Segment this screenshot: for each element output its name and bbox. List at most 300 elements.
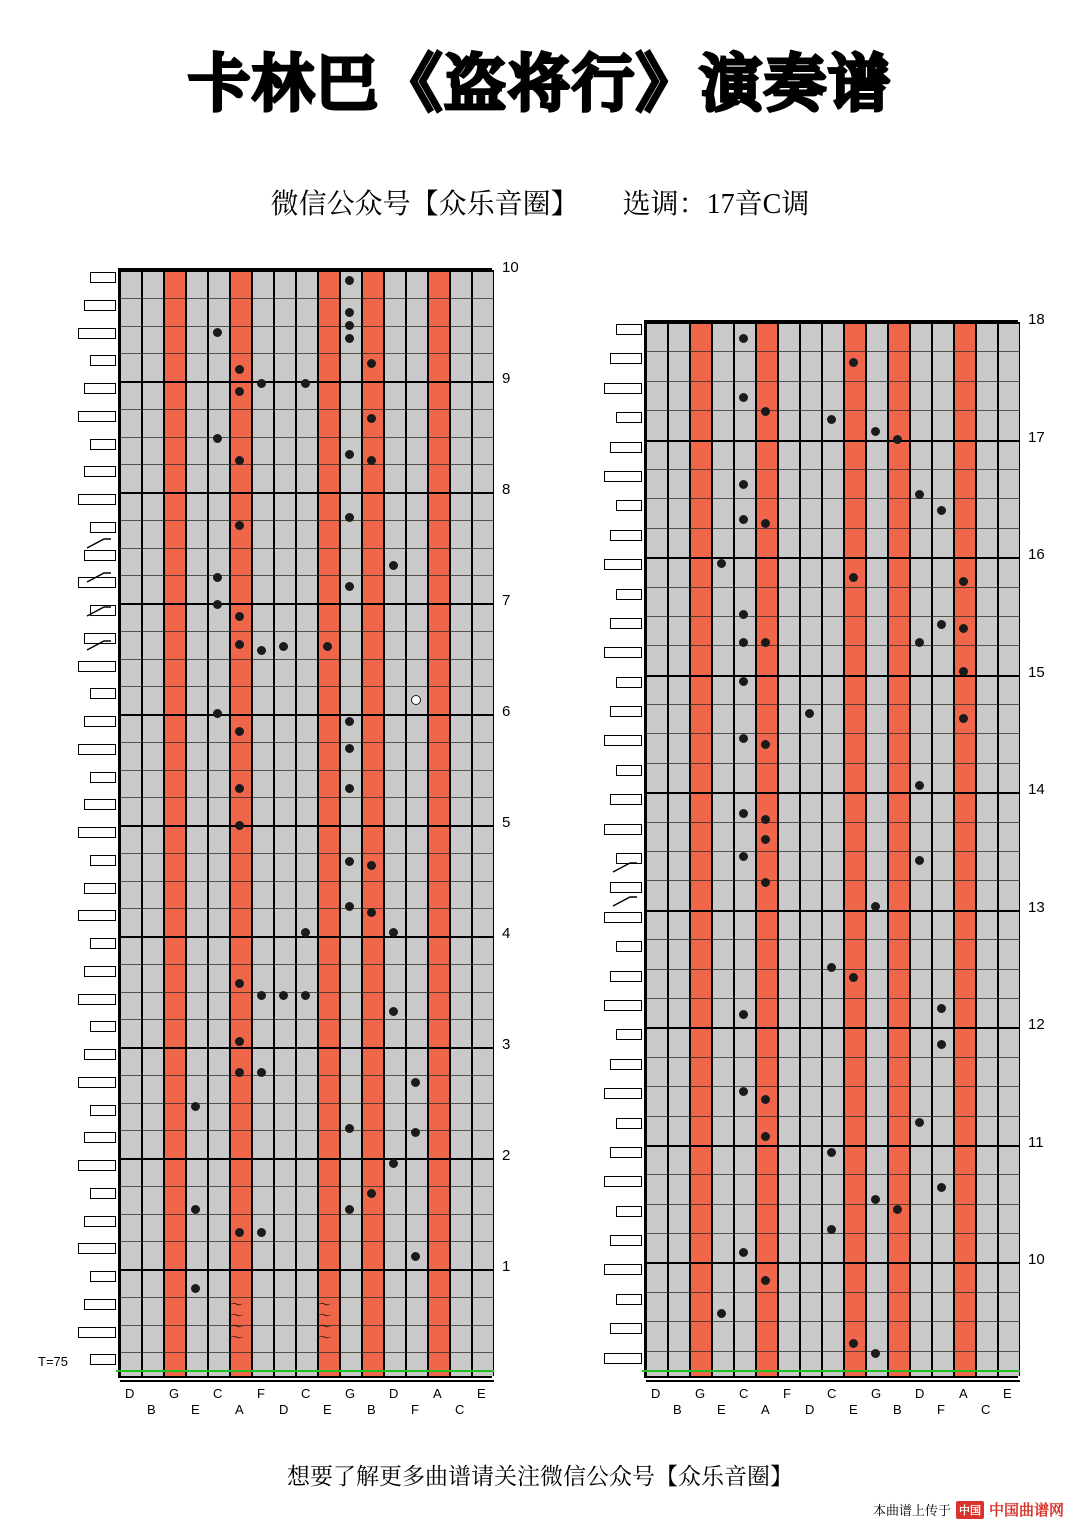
note-dot <box>739 393 748 402</box>
bar-line <box>120 603 494 605</box>
beat-line <box>120 964 494 965</box>
note-dot <box>739 610 748 619</box>
note-dot <box>235 521 244 530</box>
tine-bar <box>610 1235 642 1246</box>
tine-bar <box>604 1000 642 1011</box>
tine-bar <box>78 1160 116 1171</box>
bar-number: 10 <box>1028 1251 1045 1269</box>
note-dot <box>739 809 748 818</box>
key-label: C <box>981 1402 991 1417</box>
tine-bar <box>78 411 116 422</box>
tine-bar <box>84 966 116 977</box>
key-label: B <box>147 1402 156 1417</box>
note-dot <box>761 835 770 844</box>
tab-grid <box>644 320 1018 1378</box>
key-label: A <box>235 1402 244 1417</box>
key-label: D <box>651 1386 661 1401</box>
beat-line <box>646 587 1020 588</box>
note-dot <box>739 1248 748 1257</box>
bar-number: 17 <box>1028 428 1045 446</box>
bar-number: 18 <box>1028 311 1045 328</box>
bar-number: 14 <box>1028 781 1045 799</box>
tine-bar <box>610 618 642 629</box>
beat-line <box>120 797 494 798</box>
note-dot <box>739 480 748 489</box>
beat-line <box>120 686 494 687</box>
note-dot <box>959 667 968 676</box>
tine-bar <box>604 471 642 482</box>
note-dot <box>279 991 288 1000</box>
note-dot <box>323 642 332 651</box>
tempo-marking: T=75 <box>38 1354 68 1369</box>
note-dot <box>345 321 354 330</box>
beat-line <box>120 908 494 909</box>
tine-bar <box>604 912 642 923</box>
note-dot <box>235 821 244 830</box>
tab-column <box>932 322 954 1376</box>
bar-line <box>120 1380 494 1382</box>
tab-column <box>362 270 384 1376</box>
tine-bar <box>604 1176 642 1187</box>
tab-column <box>954 322 976 1376</box>
note-dot <box>849 358 858 367</box>
note-dot <box>761 1132 770 1141</box>
tab-column <box>844 322 866 1376</box>
beat-line <box>646 733 1020 734</box>
tine-bar <box>604 559 642 570</box>
note-dot <box>257 991 266 1000</box>
note-dot <box>345 902 354 911</box>
beat-line <box>646 498 1020 499</box>
tab-column <box>888 322 910 1376</box>
beat-line <box>646 880 1020 881</box>
tine-bar <box>616 1029 642 1040</box>
tine-bar <box>84 1132 116 1143</box>
gliss-mark <box>612 894 638 906</box>
bar-number: 10 <box>502 259 519 276</box>
key-label: C <box>739 1386 749 1401</box>
key-label: F <box>937 1402 945 1417</box>
tine-bar <box>84 799 116 810</box>
note-dot <box>849 573 858 582</box>
beat-line <box>646 351 1020 352</box>
tine-bar <box>90 688 116 699</box>
note-dot <box>739 852 748 861</box>
note-dot <box>871 902 880 911</box>
note-dot <box>761 1095 770 1104</box>
note-dot <box>257 379 266 388</box>
wechat-label: 微信公众号【众乐音圈】 <box>270 189 579 220</box>
beat-line <box>120 353 494 354</box>
tab-column <box>252 270 274 1376</box>
note-dot <box>345 308 354 317</box>
tine-bar <box>616 1294 642 1305</box>
tine-bar <box>78 1077 116 1088</box>
bar-number: 3 <box>502 1036 511 1053</box>
tine-bar <box>78 1327 116 1338</box>
note-dot <box>257 646 266 655</box>
tine-bar <box>84 1299 116 1310</box>
note-dot <box>301 379 310 388</box>
note-dot <box>257 1068 266 1077</box>
page-title: 卡林巴《盗将行》演奏谱 <box>187 47 892 120</box>
tine-bar <box>604 1353 642 1364</box>
note-dot <box>235 1068 244 1077</box>
beat-line <box>646 1321 1020 1322</box>
note-dot <box>235 612 244 621</box>
beat-line <box>646 1086 1020 1087</box>
note-dot <box>345 1205 354 1214</box>
tab-column <box>690 322 712 1376</box>
bar-line <box>120 714 494 716</box>
key-label: E <box>323 1402 332 1417</box>
bar-number: 2 <box>502 1147 511 1164</box>
tab-column <box>450 270 472 1376</box>
beat-line <box>120 437 494 438</box>
note-dot <box>761 815 770 824</box>
note-dot <box>213 434 222 443</box>
note-dot <box>389 1007 398 1016</box>
tine-bar <box>90 522 116 533</box>
tab-column <box>296 270 318 1376</box>
tine-bar <box>610 1147 642 1158</box>
note-dot <box>411 695 421 705</box>
key-label: F <box>783 1386 791 1401</box>
note-dot <box>213 709 222 718</box>
note-dot <box>191 1284 200 1293</box>
note-dot <box>213 600 222 609</box>
key-label: E <box>1003 1386 1012 1401</box>
beat-line <box>120 1186 494 1187</box>
note-dot <box>389 1159 398 1168</box>
tine-bar <box>78 661 116 672</box>
bar-line <box>646 1380 1020 1382</box>
note-dot <box>345 276 354 285</box>
bar-line <box>120 825 494 827</box>
note-dot <box>871 1349 880 1358</box>
note-dot <box>345 744 354 753</box>
note-dot <box>893 435 902 444</box>
beat-line <box>120 1075 494 1076</box>
beat-line <box>120 298 494 299</box>
note-dot <box>191 1102 200 1111</box>
tine-bar <box>610 706 642 717</box>
beat-line <box>120 1130 494 1131</box>
key-label: D <box>279 1402 289 1417</box>
tab-column <box>910 322 932 1376</box>
note-dot <box>411 1252 420 1261</box>
tine-bar <box>84 883 116 894</box>
beat-line <box>120 520 494 521</box>
note-dot <box>739 734 748 743</box>
beat-line <box>120 1103 494 1104</box>
note-dot <box>367 414 376 423</box>
note-dot <box>761 407 770 416</box>
beat-line <box>646 1174 1020 1175</box>
gliss-mark <box>86 604 112 616</box>
tine-bar <box>90 1021 116 1032</box>
credit-text: 本曲谱上传于 <box>872 1503 951 1518</box>
note-dot <box>915 781 924 790</box>
beat-line <box>120 1214 494 1215</box>
note-dot <box>213 328 222 337</box>
bar-line <box>646 910 1020 912</box>
key-label: G <box>169 1386 180 1401</box>
key-label: G <box>695 1386 706 1401</box>
bar-line <box>646 1145 1020 1147</box>
note-dot <box>367 1189 376 1198</box>
tine-bar <box>610 530 642 541</box>
note-dot <box>761 519 770 528</box>
tine-bar <box>90 272 116 283</box>
note-dot <box>235 979 244 988</box>
note-dot <box>345 450 354 459</box>
bottom-green-line <box>116 1370 494 1372</box>
tine-bar <box>90 1188 116 1199</box>
beat-line <box>120 409 494 410</box>
tine-bar <box>90 1271 116 1282</box>
key-label: D <box>915 1386 925 1401</box>
key-label: F <box>411 1402 419 1417</box>
note-dot <box>739 638 748 647</box>
tine-bar <box>616 412 642 423</box>
note-dot <box>739 334 748 343</box>
note-dot <box>739 677 748 686</box>
note-dot <box>235 456 244 465</box>
note-dot <box>717 559 726 568</box>
tine-bar <box>604 647 642 658</box>
tine-bar <box>78 910 116 921</box>
note-dot <box>871 1195 880 1204</box>
note-dot <box>345 513 354 522</box>
note-dot <box>805 709 814 718</box>
beat-line <box>120 548 494 549</box>
bar-number: 5 <box>502 814 511 831</box>
note-dot <box>235 727 244 736</box>
note-dot <box>191 1205 200 1214</box>
key-label: C <box>213 1386 223 1401</box>
tine-bar <box>610 442 642 453</box>
tab-column <box>406 270 428 1376</box>
note-dot <box>739 1010 748 1019</box>
note-dot <box>915 638 924 647</box>
key-label: A <box>433 1386 442 1401</box>
key-label: F <box>257 1386 265 1401</box>
note-dot <box>389 928 398 937</box>
bar-line <box>120 1158 494 1160</box>
beat-line <box>646 1116 1020 1117</box>
note-dot <box>871 427 880 436</box>
bar-number: 9 <box>502 370 511 387</box>
tine-bar <box>84 1049 116 1060</box>
note-dot <box>937 1004 946 1013</box>
note-dot <box>827 1148 836 1157</box>
note-dot <box>235 365 244 374</box>
gliss-mark <box>612 860 638 872</box>
tine-bar <box>604 735 642 746</box>
note-dot <box>257 1228 266 1237</box>
tine-bar <box>90 772 116 783</box>
beat-line <box>120 770 494 771</box>
gliss-mark <box>86 536 112 548</box>
tab-column <box>976 322 998 1376</box>
beat-line <box>646 528 1020 529</box>
tine-bar <box>90 439 116 450</box>
tine-bar <box>84 1216 116 1227</box>
tine-bar <box>604 383 642 394</box>
tine-bar <box>616 324 642 335</box>
tab-column <box>384 270 406 1376</box>
tine-bar <box>616 1118 642 1129</box>
note-dot <box>739 515 748 524</box>
note-dot <box>915 490 924 499</box>
note-dot <box>235 640 244 649</box>
bar-line <box>120 1269 494 1271</box>
beat-line <box>646 998 1020 999</box>
tab-column <box>318 270 340 1376</box>
tine-bar <box>84 383 116 394</box>
beat-line <box>120 1352 494 1353</box>
bar-number: 15 <box>1028 663 1045 681</box>
key-label: C <box>301 1386 311 1401</box>
note-dot <box>761 1276 770 1285</box>
tab-column <box>274 270 296 1376</box>
note-dot <box>345 717 354 726</box>
beat-line <box>120 1325 494 1326</box>
note-dot <box>915 856 924 865</box>
beat-line <box>646 763 1020 764</box>
bar-number: 7 <box>502 592 511 609</box>
beat-line <box>120 742 494 743</box>
tab-column <box>712 322 734 1376</box>
tab-column <box>164 270 186 1376</box>
note-dot <box>959 714 968 723</box>
key-label: E <box>717 1402 726 1417</box>
beat-line <box>646 381 1020 382</box>
tine-bar <box>84 300 116 311</box>
tine-bar <box>604 1264 642 1275</box>
tine-bar <box>78 328 116 339</box>
bar-line <box>120 492 494 494</box>
bar-line <box>646 1262 1020 1264</box>
bar-number: 12 <box>1028 1016 1045 1034</box>
credit-site: 中国曲谱网 <box>988 1502 1064 1519</box>
tine-bar <box>84 550 116 561</box>
note-dot <box>389 561 398 570</box>
beat-line <box>120 326 494 327</box>
bottom-green-line <box>642 1370 1020 1372</box>
note-dot <box>937 1040 946 1049</box>
bar-number: 1 <box>502 1258 511 1275</box>
beat-line <box>120 1241 494 1242</box>
tine-bar <box>616 765 642 776</box>
note-dot <box>761 740 770 749</box>
bar-number: 16 <box>1028 546 1045 564</box>
beat-line <box>120 464 494 465</box>
gliss-mark <box>86 638 112 650</box>
tine-bar <box>610 794 642 805</box>
note-dot <box>235 387 244 396</box>
beat-line <box>120 881 494 882</box>
beat-line <box>120 659 494 660</box>
note-dot <box>345 334 354 343</box>
beat-line <box>646 822 1020 823</box>
tab-column <box>998 322 1020 1376</box>
tine-bar <box>610 882 642 893</box>
note-dot <box>345 582 354 591</box>
beat-line <box>120 1297 494 1298</box>
tine-bar <box>616 589 642 600</box>
bar-line <box>646 1027 1020 1029</box>
tine-bar <box>90 1354 116 1365</box>
key-label: A <box>959 1386 968 1401</box>
tab-column <box>142 270 164 1376</box>
note-dot <box>279 642 288 651</box>
beat-line <box>646 1057 1020 1058</box>
trill-mark: 〜 〜 〜 〜 <box>230 1298 243 1346</box>
note-dot <box>893 1205 902 1214</box>
tine-bar <box>84 716 116 727</box>
credit <box>873 1499 1064 1520</box>
tine-bar <box>90 1105 116 1116</box>
key-label: D <box>125 1386 135 1401</box>
key-label: C <box>827 1386 837 1401</box>
key-label: D <box>805 1402 815 1417</box>
tab-column <box>800 322 822 1376</box>
tine-bar <box>78 744 116 755</box>
beat-line <box>646 704 1020 705</box>
gliss-mark <box>86 570 112 582</box>
bar-line <box>646 557 1020 559</box>
tine-bar <box>84 466 116 477</box>
key-label: G <box>345 1386 356 1401</box>
footer-note: 想要了解更多曲谱请关注微信公众号【众乐音圈】 <box>287 1464 793 1489</box>
note-dot <box>937 1183 946 1192</box>
note-dot <box>937 620 946 629</box>
note-dot <box>345 857 354 866</box>
beat-line <box>120 853 494 854</box>
tine-bar <box>616 500 642 511</box>
tab-board-right <box>598 311 1045 1417</box>
note-dot <box>411 1128 420 1137</box>
bar-line <box>646 440 1020 442</box>
beat-line <box>120 575 494 576</box>
key-label: D <box>389 1386 399 1401</box>
bar-number: 6 <box>502 703 511 720</box>
note-dot <box>345 1124 354 1133</box>
bar-line <box>120 270 494 272</box>
bar-number: 4 <box>502 925 511 942</box>
beat-line <box>646 469 1020 470</box>
tab-grid <box>118 268 492 1378</box>
note-dot <box>301 928 310 937</box>
note-dot <box>959 624 968 633</box>
tuning-label: 选调：17音C调 <box>622 189 810 220</box>
note-dot <box>827 415 836 424</box>
bar-number: 13 <box>1028 898 1045 916</box>
tab-column <box>646 322 668 1376</box>
tab-column <box>756 322 778 1376</box>
note-dot <box>849 973 858 982</box>
tab-column <box>822 322 844 1376</box>
note-dot <box>301 991 310 1000</box>
beat-line <box>646 851 1020 852</box>
tab-board-left <box>38 259 519 1417</box>
tine-bar <box>90 938 116 949</box>
beat-line <box>120 1019 494 1020</box>
tab-column <box>428 270 450 1376</box>
beat-line <box>646 410 1020 411</box>
